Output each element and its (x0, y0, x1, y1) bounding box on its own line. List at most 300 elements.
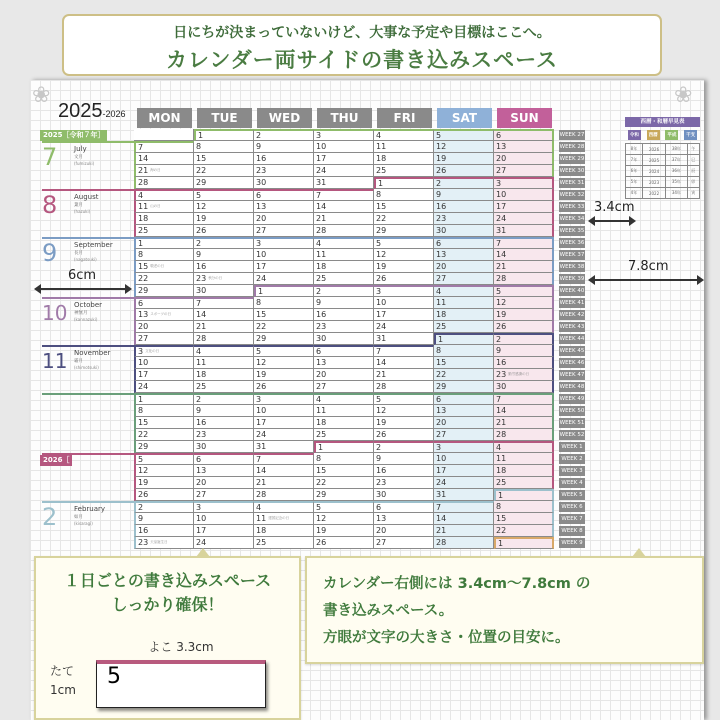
day-cell (494, 537, 554, 549)
day-number: 30 (196, 442, 207, 451)
day-number: 25 (138, 226, 149, 235)
week-number-badge: WEEK 3 (559, 466, 585, 476)
day-cell (194, 297, 254, 309)
day-number: 24 (138, 382, 149, 391)
day-number: 24 (256, 274, 267, 283)
day-number: 22 (138, 274, 149, 283)
month-romaji: (kannazuki) (74, 317, 98, 322)
era-row (626, 166, 700, 177)
day-number: 8 (436, 346, 442, 355)
day-number: 27 (316, 382, 327, 391)
day-cell (254, 225, 314, 237)
day-number: 16 (316, 310, 327, 319)
era-table-headers (625, 130, 700, 140)
day-cell (314, 273, 374, 285)
day-cell (314, 333, 374, 345)
day-cell (134, 321, 194, 333)
day-cell (434, 141, 494, 153)
day-number: 15 (436, 358, 447, 367)
day-number: 14 (496, 406, 507, 415)
week-number-badge: WEEK 27 (559, 132, 585, 138)
era-cell: 8年 (626, 144, 643, 155)
day-number: 15 (316, 466, 327, 475)
day-cell (494, 189, 554, 201)
day-number: 2 (138, 503, 144, 512)
day-cell (134, 477, 194, 489)
day-cell (134, 297, 194, 309)
day-cell (374, 357, 434, 369)
day-cell (494, 141, 554, 153)
day-cell (134, 285, 194, 297)
day-number: 25 (256, 538, 267, 547)
day-number: 5 (196, 191, 202, 200)
headline-banner (62, 14, 662, 76)
day-number: 2 (496, 335, 502, 344)
era-cell: 2022 (642, 188, 665, 199)
month-jp: 霜月 (74, 359, 83, 364)
day-cell (254, 525, 314, 537)
day-number: 26 (376, 274, 387, 283)
week-number-badge: WEEK 52 (559, 432, 585, 438)
daily-space-callout (34, 556, 301, 720)
day-number: 11 (436, 298, 447, 307)
day-cell (194, 261, 254, 273)
day-number: 8 (138, 250, 144, 259)
day-number: 17 (376, 310, 387, 319)
day-number: 21 (256, 478, 267, 487)
week-number-badge: WEEK 36 (559, 240, 585, 246)
day-number: 28 (496, 430, 507, 439)
day-cell (494, 165, 554, 177)
day-cell (314, 249, 374, 261)
day-number: 5 (496, 287, 502, 296)
era-cell: 4年 (626, 188, 643, 199)
week-number-badge: WEEK 1 (559, 442, 585, 452)
day-cell (254, 381, 314, 393)
week-number-badge: WEEK 28 (559, 144, 585, 150)
day-cell (434, 501, 494, 513)
day-cell (194, 141, 254, 153)
day-cell (494, 201, 554, 213)
day-number: 4 (496, 443, 502, 452)
day-cell (314, 321, 374, 333)
day-cell (134, 393, 194, 405)
month-en: February (74, 505, 106, 513)
day-cell (494, 453, 554, 465)
era-cell: 2023 (642, 177, 665, 188)
week-number-badge: WEEK 29 (559, 156, 585, 162)
week-number-badge: WEEK 38 (559, 264, 585, 270)
day-number: 16 (496, 358, 507, 367)
week-number-badge: WEEK 5 (559, 490, 585, 500)
day-number: 9 (496, 346, 502, 355)
day-number: 10 (496, 190, 507, 199)
day-cell (494, 525, 554, 537)
day-number: 20 (496, 154, 507, 163)
day-number: 23 (196, 274, 207, 283)
day-cell (434, 477, 494, 489)
day-number: 11 (138, 202, 149, 211)
day-number: 29 (256, 334, 267, 343)
day-cell (314, 501, 374, 513)
day-cell (254, 273, 314, 285)
era-row (626, 188, 700, 199)
day-cell (134, 381, 194, 393)
day-cell (134, 429, 194, 441)
day-cell (494, 465, 554, 477)
day-cell (134, 489, 194, 501)
day-cell (374, 165, 434, 177)
day-number: 28 (256, 490, 267, 499)
day-cell (254, 321, 314, 333)
day-number: 19 (256, 370, 267, 379)
day-cell (134, 225, 194, 237)
day-cell (434, 285, 494, 297)
week-number-badge: WEEK 50 (559, 408, 585, 414)
day-cell (194, 153, 254, 165)
day-number: 17 (256, 262, 267, 271)
day-number: 7 (496, 395, 502, 404)
holiday-name: 山の日 (150, 204, 161, 208)
era-cell: 2026 (642, 144, 665, 155)
day-number: 4 (436, 287, 442, 296)
era-cell: 午 (687, 144, 699, 155)
week-number-badge: WEEK 46 (559, 360, 585, 366)
era-header: 干支 (684, 130, 697, 140)
day-number: 29 (138, 442, 149, 451)
day-cell (134, 309, 194, 321)
day-number: 3 (496, 179, 502, 188)
week-number-badge: WEEK 51 (559, 420, 585, 426)
day-cell (314, 165, 374, 177)
day-number: 16 (436, 202, 447, 211)
day-number: 19 (138, 478, 149, 487)
day-number: 15 (138, 418, 149, 427)
day-cell (314, 465, 374, 477)
day-number: 23 (436, 214, 447, 223)
day-cell (314, 429, 374, 441)
day-number: 18 (496, 466, 507, 475)
day-number: 11 (376, 142, 387, 151)
day-number: 7 (376, 347, 382, 356)
day-cell (434, 153, 494, 165)
day-number: 13 (436, 250, 447, 259)
week-number-badge: WEEK 2 (559, 454, 585, 464)
month-num: 2 (42, 503, 58, 531)
day-cell (494, 477, 554, 489)
week-number-badge: WEEK 42 (559, 312, 585, 318)
day-cell (254, 357, 314, 369)
era-cell: 寅 (687, 188, 699, 199)
cell-width-label: よこ 3.3cm (148, 640, 214, 654)
day-cell (434, 489, 494, 501)
month-label (42, 192, 132, 220)
day-number: 9 (196, 250, 202, 259)
day-cell (374, 213, 434, 225)
day-cell (134, 129, 194, 141)
day-number: 27 (436, 274, 447, 283)
day-cell (434, 249, 494, 261)
day-number: 25 (436, 322, 447, 331)
week-number-badge: WEEK 47 (559, 372, 585, 378)
right-min-width-label: 3.4cm (594, 200, 635, 215)
day-cell (434, 369, 494, 381)
day-cell (254, 537, 314, 549)
week-number-badge: WEEK 6 (559, 502, 585, 512)
day-number: 6 (256, 191, 262, 200)
month-num: 9 (42, 239, 58, 267)
day-cell (314, 525, 374, 537)
day-number: 18 (196, 370, 207, 379)
year-main: 2025 (58, 100, 103, 122)
day-number: 2 (196, 395, 202, 404)
day-cell (254, 345, 314, 357)
day-cell (434, 213, 494, 225)
day-number: 16 (138, 526, 149, 535)
day-number: 3 (376, 287, 382, 296)
day-cell (194, 165, 254, 177)
day-number: 15 (376, 202, 387, 211)
day-cell (374, 501, 434, 513)
day-number: 29 (196, 178, 207, 187)
weekday-header-sat: SAT (437, 108, 492, 128)
day-number: 26 (436, 166, 447, 175)
era-cell: 5年 (626, 177, 643, 188)
day-number: 16 (256, 154, 267, 163)
day-cell (314, 189, 374, 201)
week-number-badge: WEEK 44 (559, 336, 585, 342)
day-cell (494, 501, 554, 513)
day-number: 31 (316, 178, 327, 187)
day-cell (434, 465, 494, 477)
day-cell (194, 525, 254, 537)
day-number: 22 (496, 526, 507, 535)
day-number: 14 (496, 250, 507, 259)
week-number-badge: WEEK 41 (559, 300, 585, 306)
weekday-header-thu: THU (317, 108, 372, 128)
era-header: 西暦 (647, 130, 660, 140)
day-number: 21 (138, 166, 149, 175)
day-number: 15 (196, 154, 207, 163)
callout-right-line2: 書き込みスペース。 (323, 603, 454, 619)
day-number: 23 (138, 538, 149, 547)
day-number: 7 (496, 239, 502, 248)
era-cell: 7年 (626, 155, 643, 166)
day-cell (374, 189, 434, 201)
day-number: 27 (196, 490, 207, 499)
day-cell (494, 513, 554, 525)
day-cell (434, 405, 494, 417)
day-cell (314, 345, 374, 357)
day-cell (374, 273, 434, 285)
day-cell (134, 177, 194, 189)
day-number: 3 (436, 443, 442, 452)
week-number-badge: WEEK 43 (559, 324, 585, 330)
day-cell (134, 501, 194, 513)
day-cell (374, 381, 434, 393)
day-number: 28 (316, 226, 327, 235)
day-cell (134, 141, 194, 153)
day-number: 13 (496, 142, 507, 151)
day-number: 28 (436, 538, 447, 547)
day-number: 22 (316, 478, 327, 487)
day-number: 9 (376, 454, 382, 463)
month-en: August (74, 193, 99, 201)
day-number: 2 (256, 131, 262, 140)
day-number: 14 (436, 514, 447, 523)
callout-left-line1: １日ごとの書き込みスペース (63, 571, 272, 590)
day-cell (374, 345, 434, 357)
day-number: 20 (376, 526, 387, 535)
era-cell: 36年 (666, 166, 687, 177)
day-number: 5 (316, 503, 322, 512)
day-number: 3 (256, 239, 262, 248)
day-cell (374, 333, 434, 345)
day-cell (134, 273, 194, 285)
day-number: 5 (376, 239, 382, 248)
day-cell (434, 201, 494, 213)
day-number: 8 (316, 454, 322, 463)
day-number: 1 (438, 335, 444, 344)
day-cell (194, 285, 254, 297)
day-number: 6 (376, 503, 382, 512)
day-cell (434, 429, 494, 441)
day-cell (254, 261, 314, 273)
day-cell (254, 153, 314, 165)
day-number: 8 (138, 406, 144, 415)
day-cell (494, 357, 554, 369)
week-number-badge: WEEK 45 (559, 348, 585, 354)
day-cell (434, 453, 494, 465)
day-number: 23 (316, 322, 327, 331)
day-number: 28 (496, 274, 507, 283)
day-number: 20 (316, 370, 327, 379)
day-cell (194, 357, 254, 369)
day-number: 14 (316, 202, 327, 211)
holiday-name: 文化の日 (145, 349, 160, 353)
day-number: 10 (316, 142, 327, 151)
day-number: 10 (436, 454, 447, 463)
day-cell (314, 357, 374, 369)
day-number: 3 (256, 395, 262, 404)
day-number: 19 (376, 418, 387, 427)
day-cell (494, 345, 554, 357)
month-romaji: (nagatsuki) (74, 257, 97, 262)
day-number: 1 (318, 443, 324, 452)
day-number: 24 (256, 430, 267, 439)
day-cell (494, 129, 554, 141)
flower-icon: ❀ (674, 83, 693, 108)
day-cell (314, 405, 374, 417)
day-number: 29 (316, 490, 327, 499)
day-number: 29 (376, 226, 387, 235)
day-number: 14 (138, 154, 149, 163)
day-number: 16 (376, 466, 387, 475)
holiday-name: 秋分の日 (208, 276, 223, 280)
day-number: 5 (256, 347, 262, 356)
day-cell (494, 381, 554, 393)
double-arrow-icon (594, 220, 630, 222)
era-cell: 巳 (687, 155, 699, 166)
day-number: 18 (256, 526, 267, 535)
day-number: 18 (436, 310, 447, 319)
day-number: 6 (436, 239, 442, 248)
day-number: 12 (376, 250, 387, 259)
day-cell (494, 393, 554, 405)
month-divider (42, 345, 134, 347)
era-row (626, 177, 700, 188)
day-number: 7 (138, 143, 144, 152)
day-cell (134, 405, 194, 417)
day-cell (434, 261, 494, 273)
day-cell (314, 213, 374, 225)
day-cell (374, 405, 434, 417)
day-number: 19 (436, 154, 447, 163)
day-number: 12 (376, 406, 387, 415)
day-number: 9 (436, 190, 442, 199)
day-cell (314, 297, 374, 309)
day-cell (374, 477, 434, 489)
day-number: 14 (196, 310, 207, 319)
day-cell (314, 381, 374, 393)
day-cell (314, 369, 374, 381)
day-cell (374, 429, 434, 441)
day-cell (134, 441, 194, 453)
right-callout-pointer (632, 548, 646, 557)
day-number: 26 (256, 382, 267, 391)
day-number: 30 (256, 178, 267, 187)
day-number: 13 (256, 202, 267, 211)
day-number: 23 (496, 370, 507, 379)
day-number: 25 (376, 166, 387, 175)
day-number: 26 (316, 538, 327, 547)
day-number: 17 (256, 418, 267, 427)
day-number: 25 (196, 382, 207, 391)
day-cell (194, 369, 254, 381)
day-cell (374, 417, 434, 429)
month-en: July (74, 145, 87, 153)
day-number: 8 (196, 142, 202, 151)
day-number: 17 (496, 202, 507, 211)
day-cell (194, 381, 254, 393)
day-number: 9 (316, 298, 322, 307)
day-number: 4 (376, 131, 382, 140)
day-number: 2 (436, 179, 442, 188)
double-arrow-icon (40, 288, 126, 290)
day-cell (254, 405, 314, 417)
day-cell (194, 513, 254, 525)
day-cell (374, 153, 434, 165)
day-number: 2 (376, 443, 382, 452)
day-cell (374, 285, 434, 297)
day-cell (194, 345, 254, 357)
day-cell (494, 273, 554, 285)
right-max-width-label: 7.8cm (628, 259, 669, 274)
day-number: 25 (496, 478, 507, 487)
month-jp: 如月 (74, 515, 83, 520)
day-number: 31 (376, 334, 387, 343)
day-number: 12 (496, 298, 507, 307)
day-number: 26 (496, 322, 507, 331)
day-number: 13 (376, 514, 387, 523)
day-number: 8 (376, 190, 382, 199)
holiday-name: スポーツの日 (150, 312, 172, 316)
day-cell (254, 249, 314, 261)
day-number: 2 (196, 239, 202, 248)
day-cell (194, 501, 254, 513)
day-number: 23 (376, 478, 387, 487)
week-number-badge: WEEK 48 (559, 384, 585, 390)
